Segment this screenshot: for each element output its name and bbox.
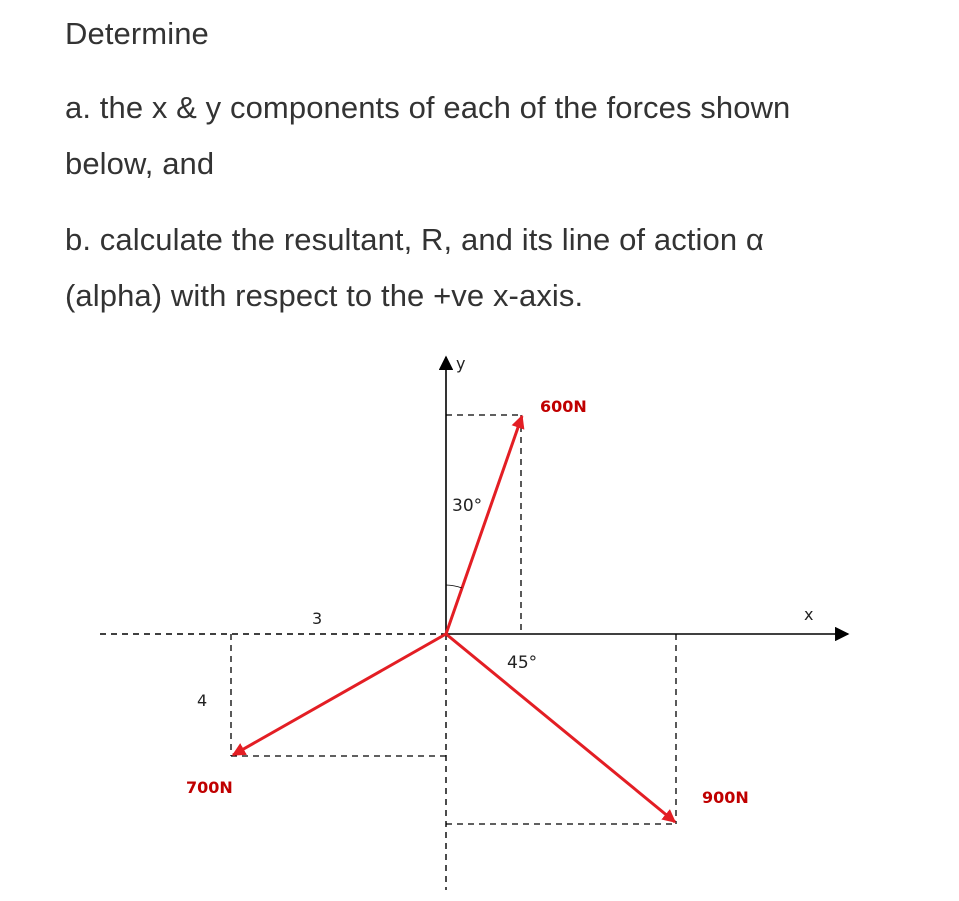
force-900-label: 900N	[702, 788, 749, 807]
heading: Determine	[65, 16, 209, 51]
y-axis-label: y	[456, 354, 466, 373]
force-600-vector	[446, 416, 522, 634]
force-700-label: 700N	[186, 778, 233, 797]
part-a-line-1: a. the x & y components of each of the forces shown	[65, 90, 791, 125]
part-a-line-2: below, and	[65, 146, 215, 181]
angle-45-label: 45°	[507, 653, 538, 673]
force-700-vector	[233, 634, 446, 755]
force-900-vector	[446, 634, 675, 822]
force-600-label: 600N	[540, 397, 587, 416]
angle-30-label: 30°	[452, 496, 483, 516]
slope-run-label: 3	[312, 609, 323, 628]
slope-rise-label: 4	[197, 691, 208, 710]
x-axis-label: x	[804, 605, 814, 624]
part-b-line-1: b. calculate the resultant, R, and its line of action α	[65, 222, 764, 257]
part-b-line-2: (alpha) with respect to the +ve x-axis.	[65, 278, 584, 313]
angle-arc-30	[446, 585, 462, 588]
